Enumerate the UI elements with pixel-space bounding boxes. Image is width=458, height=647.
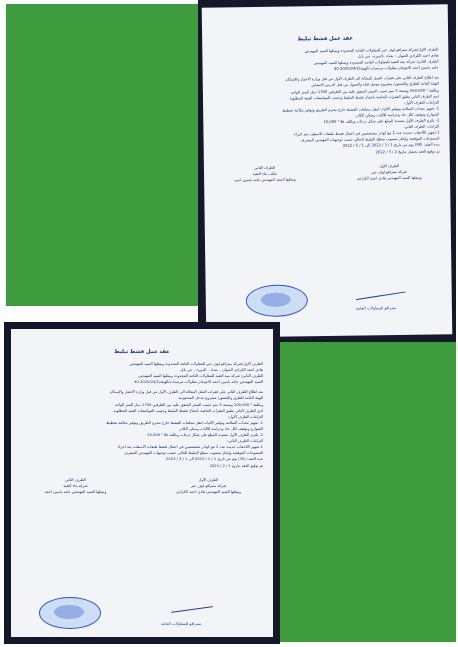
contract-line: مدة العقد: (30) يوم من تاريخ 1 / 2 / 2023 الى 1 / 3 / 2023: [166, 457, 263, 462]
contract-line: الطرف الاول/شركة سترافو لوف خير للمقاولات العامة المحدودة ويمثلها السيد المهندس: [129, 362, 263, 366]
contract-line: هادي احمد الكرادي العنوان – بغداد –الدورة– حي بابل: [357, 53, 439, 59]
first-party-company: شركة سترافو لوف خير: [371, 169, 407, 175]
contract-line: هادي احمد الكرادي العنوان – بغداد – الدورة – حي بابل: [180, 368, 263, 373]
contract-line: لدى الطرف الثاني يطبق الفقرات الخاصة باعمال فشط التبليط وحسب المواصفات الفنية المطلوبة: [289, 94, 439, 101]
contract-line: 1-تجهيز اللاحقات جديدة عدد 2 مع كوادر متخصصين في اعمال قشط طبقات الاسفلت بعد اجراء: [294, 130, 440, 137]
contract-photo-2: [4, 322, 280, 644]
signature-block: [214, 162, 440, 183]
contract-paper-2: [11, 329, 273, 637]
contract-line: الطرف الثاني/ شركة بنية التفيذ للمقاولات العامة المحدودة ويمثلها السيد المهندس: [313, 59, 439, 66]
contract-line: حامد ياسين احمد الاعوجان مقاولات-مرصدات/الهيئة/2025/24/2-40: [333, 65, 439, 72]
contract-title: عقد عمل فشط تبليط: [297, 35, 353, 43]
first-party-signature: [338, 162, 440, 182]
contract-line: الطرف الاول/شركة سترافو لوف خير للمقاولات العامة المحدودة ويمثلها السيد المهندس: [304, 47, 439, 54]
contract-line: 1- تجهيز معدات السلامة وتوفير الاليات لنقل مخلفات القشط خارج محرم الطريق وتوفير مكائنة تخطيط: [106, 420, 263, 425]
contract-line: المسوحات الموقعية وإنجاز منسوب سطح التبليط الحالي حسب توجيهات المهندس المشرف: [123, 451, 263, 456]
second-party-title: الطرف الثاني: [254, 165, 276, 170]
contract-line: 1-تجهيز اللاحقات جديدة عدد 2 مع كوادر متخصصين في اعمال قشط طبقات الاسفلت بعد اجراء: [117, 445, 263, 450]
contract-line: مدة العقد: (90) يوم من تاريخ 1 / 3 / 2022 الى 1 / 5 / 2022: [342, 142, 440, 149]
contract-line: الشوارع وتوقيف لكل حاد وحراسة للآليات وسكن الكادر: [179, 426, 263, 431]
contract-line: التزامات الطرف الثاني:: [227, 439, 263, 444]
first-party-company: شركة سترافو لوف خير: [190, 483, 227, 488]
company-logo-text: سترافو للمقاولات العامة: [161, 621, 202, 626]
signature-block: [21, 477, 263, 495]
contract-line: 2- يلتزم الطرف الأول بتسديد المبلغ على شكل ذرعات وبكلف قلا ² 15,000: [323, 118, 440, 125]
second-party-title: الطرف الثاني: [65, 477, 86, 482]
contract-line: وبكلفة ² 560,000 وبسعة 5 سم حسب السعر المتفق عليه بين الطرفين 1300 دينار للمتر الواحد: [290, 87, 439, 95]
contract-line: السيد المهندس حامد ياسين احمد الاعوجان مقاولات-مرصدات/الهيئة/2025/24/1-40: [134, 380, 263, 385]
second-party-company: مكتب بناء التفيذ: [252, 171, 278, 176]
contract-body: [21, 361, 263, 469]
second-party-rep: ويمثلها السيد المهندس حامد ياسين احمد: [234, 177, 296, 183]
first-party-title: الطرف الأول: [379, 163, 400, 168]
first-party-title: الطرف الأول: [198, 477, 219, 482]
second-party-signature: [214, 164, 316, 184]
first-party-rep: ويمثلها السيد المهندس هادي احمد الكرادي: [176, 489, 241, 494]
second-party-rep: ويمثلها السيد المهندس حامد ياسين احمد: [44, 489, 107, 494]
first-party-signature: [154, 477, 263, 495]
green-background-top-left: [6, 4, 198, 306]
second-party-company: شركة بناء التفيذ: [63, 483, 88, 488]
contract-line: تم توقيع العقد بحضار بتاريخ 2 / 3 / 2022: [375, 148, 440, 154]
contract-paper-1: [202, 4, 453, 337]
contract-line: وبكلفة ² 200,000 وبسعة 5 سم حسب السعر المتفق عليه بين الطرفين 1750 دينار للمتر الواحد: [114, 402, 263, 407]
contract-line: الهيئة العامة للطرق والجسور/ مشروع مدخل المحمودية: [178, 396, 263, 401]
contract-line: التزامات الطرف الأول:: [227, 414, 263, 419]
second-party-signature: [21, 477, 130, 495]
contract-line: 2- يلتزم الطرف الأول بتسديد المبلغ على شكل ذرعات وبكلف قلا ² 15,000: [147, 433, 263, 438]
contract-line: التزامات الطرف الثاني:: [403, 124, 440, 130]
company-logo-text: سترافو للمقاولات العامة: [355, 305, 397, 311]
contract-line: الهيئة العامة للطرق والجسور/ مشروع موصل قناة والعمول من قبل الدرس الانشاني: [311, 81, 439, 88]
contract-line: المسوحات الموقعية وإنجاز منسوب سطح التبليط الحالي حسب توجيهات المهندس المشرف: [300, 136, 440, 143]
company-stamp: [39, 597, 101, 629]
contract-line: تم توقيع العقد بتاريخ 1 / 2 / 2023: [209, 463, 263, 468]
contract-line: الشوارع وتوقيف لكل حاد وحراسة للآليات وسكن الكادر: [355, 112, 440, 118]
contract-line: بعد اطلاع الطرف الثاني على فقرات العمل المحالة الى الطرف الأول من قبل وزارة الاعمار والإسكان: [109, 390, 263, 395]
contract-line: لدى الطرف الثاني يطبق الفقرات الخاصة باعمال فشط التبليط وحسب المواصفات الفنية المطلوبة: [113, 408, 263, 413]
contract-line: 1- تجهيز معدات السلامة وتوفير الاليات لنقل مخلفات القشط خارج محرم الطريق وتوفير مكائنة تخطيط: [282, 106, 440, 113]
green-background-bottom-right: [276, 340, 456, 642]
contract-body: [212, 46, 439, 157]
first-party-rep: ويمثلها السيد المهندس هادي احمد الكرادي: [356, 175, 422, 181]
contract-photo-1: [198, 0, 456, 342]
contract-line: الطرف الثاني/ شركة بنية التفيذ للمقاولات العامة المحدودة ويمثلها السيد المهندس: [138, 374, 263, 379]
contract-line: بعد اطلاع الطرف الثاني على فقرات العمل المحالة الى الطرف الأول من قبل وزارة الاعمار والإسكان: [285, 75, 439, 82]
contract-line: التزامات الطرف الأول:: [403, 100, 440, 105]
contract-title: عقد عمل فشط تبليط: [114, 349, 170, 355]
